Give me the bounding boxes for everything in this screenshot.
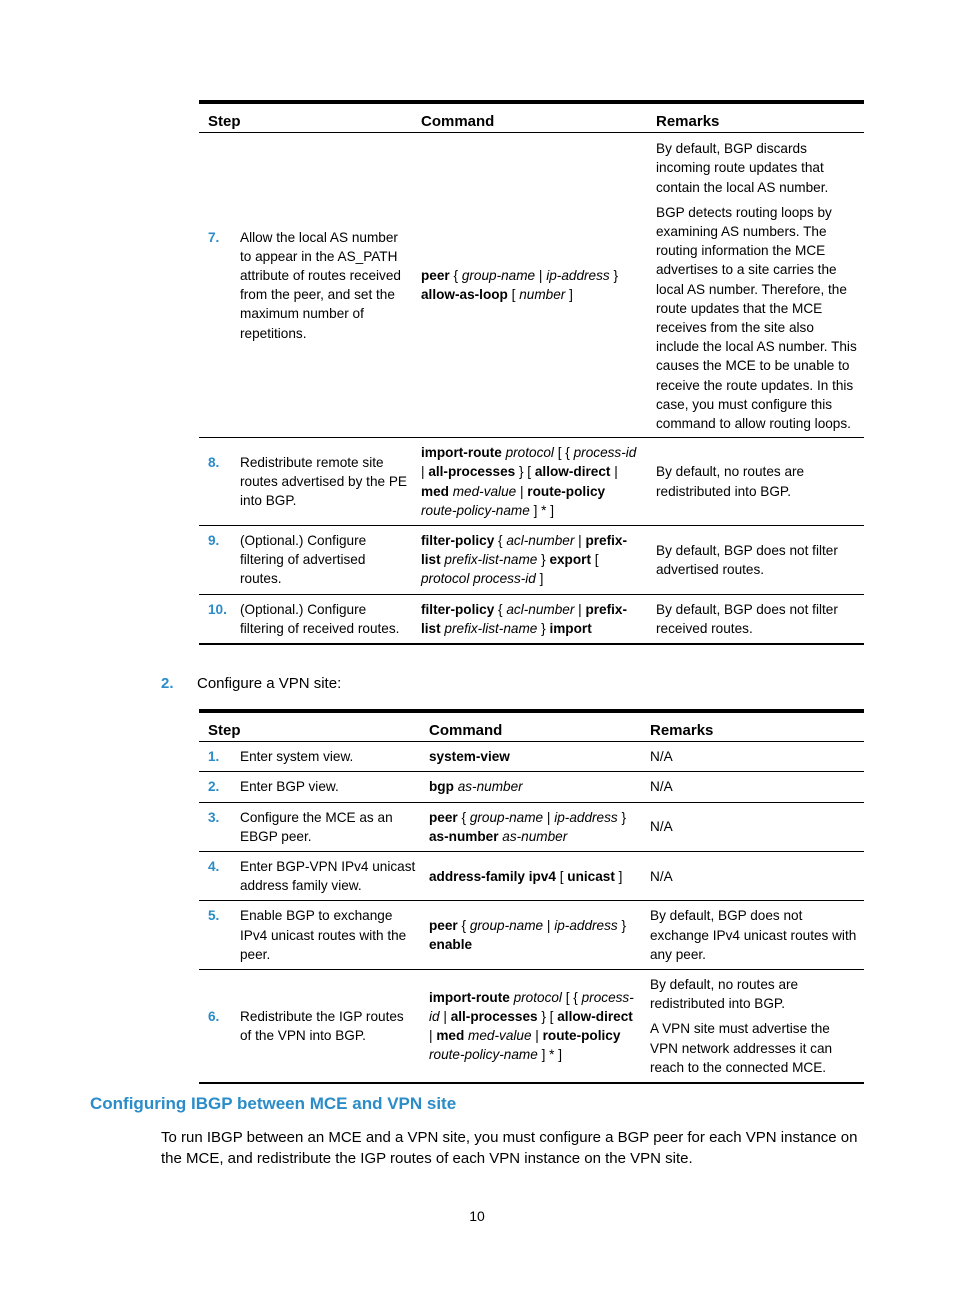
config-table-vpn-site <box>199 709 864 1084</box>
header-command: Command <box>420 711 641 742</box>
remark-text: A VPN site must advertise the VPN network addresses it can reach to the connected MCE. <box>650 1021 833 1075</box>
header-remarks: Remarks <box>647 102 864 133</box>
table-row <box>199 526 864 595</box>
step-number: 6. <box>208 1008 220 1024</box>
step-text: Enable BGP to exchange IPv4 unicast routes with the peer. <box>240 908 407 962</box>
header-step: Step <box>199 711 420 742</box>
command-text: peer { group-name | ip-address } as-number as-number <box>420 802 641 851</box>
remark-text: N/A <box>650 779 673 795</box>
table-row <box>199 802 864 851</box>
header-step: Step <box>199 102 412 133</box>
list-item <box>161 675 341 692</box>
step-number: 4. <box>208 859 220 875</box>
command-text: import-route protocol [ { process-id | all-processes } [ allow-direct | med med-value | route-policy route-policy-name ] * ] <box>412 438 647 526</box>
command-text: import-route protocol [ { process-id | all-processes } [ allow-direct | med med-value | route-policy route-policy-name ] * ] <box>429 989 634 1063</box>
table-row <box>199 438 864 526</box>
step-text: Redistribute the IGP routes of the VPN into BGP. <box>240 1008 404 1044</box>
step-number: 10. <box>208 601 227 617</box>
list-text: Configure a VPN site: <box>197 675 342 692</box>
command-text: address-family ipv4 [ unicast ] <box>420 852 641 901</box>
header-remarks: Remarks <box>641 711 864 742</box>
step-number: 9. <box>208 533 220 549</box>
step-text: Enter system view. <box>240 749 354 765</box>
remark-text: BGP detects routing loops by examining AS numbers. The routing information the MCE advertises to a site carries the local AS number. Therefore, the route updates that the MCE receives from the site also include the local AS number. This causes the MCE to be unable to receive the route updates. In this case, you must configure this command to allow routing loops. <box>656 204 857 432</box>
command-text: peer { group-name | ip-address } enable <box>420 901 641 970</box>
page-number: 10 <box>469 1208 485 1224</box>
body-paragraph: To run IBGP between an MCE and a VPN site, you must configure a BGP peer for each VPN instance on the MCE, and redistribute the IGP routes of each VPN instance on the VPN site. <box>161 1129 858 1167</box>
remark-text: By default, BGP does not filter received routes. <box>656 601 838 636</box>
header-command: Command <box>412 102 647 133</box>
command-text: bgp as-number <box>420 772 641 802</box>
step-number: 8. <box>208 454 220 470</box>
table-row <box>199 742 864 772</box>
step-text: (Optional.) Configure filtering of advertised routes. <box>240 533 367 587</box>
step-text: Allow the local AS number to appear in the AS_PATH attribute of routes received from the peer, and set the maximum number of repetitions. <box>240 229 401 341</box>
step-text: Enter BGP view. <box>240 779 339 795</box>
step-text: Enter BGP-VPN IPv4 unicast address family view. <box>240 859 416 894</box>
remark-text: By default, BGP discards incoming route updates that contain the local AS number. <box>656 141 829 195</box>
step-number: 5. <box>208 908 220 924</box>
remark-text: By default, BGP does not exchange IPv4 unicast routes with any peer. <box>650 908 857 962</box>
section-heading: Configuring IBGP between MCE and VPN site <box>90 1094 457 1113</box>
step-number: 2. <box>208 779 220 795</box>
table-row <box>199 772 864 802</box>
command-text: filter-policy { acl-number | prefix-list prefix-list-name } import <box>421 601 627 636</box>
command-text: system-view <box>420 742 641 772</box>
remark-text: By default, no routes are redistributed into BGP. <box>650 977 799 1012</box>
table-row <box>199 901 864 970</box>
step-text: Redistribute remote site routes advertised by the PE into BGP. <box>240 454 407 509</box>
step-number: 3. <box>208 809 220 825</box>
remark-text: By default, BGP does not filter advertised routes. <box>656 542 838 577</box>
remark-text: By default, no routes are redistributed into BGP. <box>656 464 805 499</box>
table-row <box>199 970 864 1084</box>
list-number: 2. <box>161 675 174 692</box>
step-number: 1. <box>208 749 220 765</box>
remark-text: N/A <box>650 749 673 765</box>
config-table-mce <box>199 100 864 645</box>
table-row <box>199 852 864 901</box>
table-row <box>199 594 864 644</box>
remark-text: N/A <box>650 819 673 835</box>
step-text: Configure the MCE as an EBGP peer. <box>240 809 393 844</box>
step-text: (Optional.) Configure filtering of received routes. <box>240 601 400 636</box>
command-text: filter-policy { acl-number | prefix-list prefix-list-name } export [ protocol process-id ] <box>412 526 647 595</box>
step-number: 7. <box>208 229 220 245</box>
remark-text: N/A <box>650 868 673 884</box>
command-text: peer { group-name | ip-address } allow-as-loop [ number ] <box>412 133 647 438</box>
table-row <box>199 133 864 438</box>
